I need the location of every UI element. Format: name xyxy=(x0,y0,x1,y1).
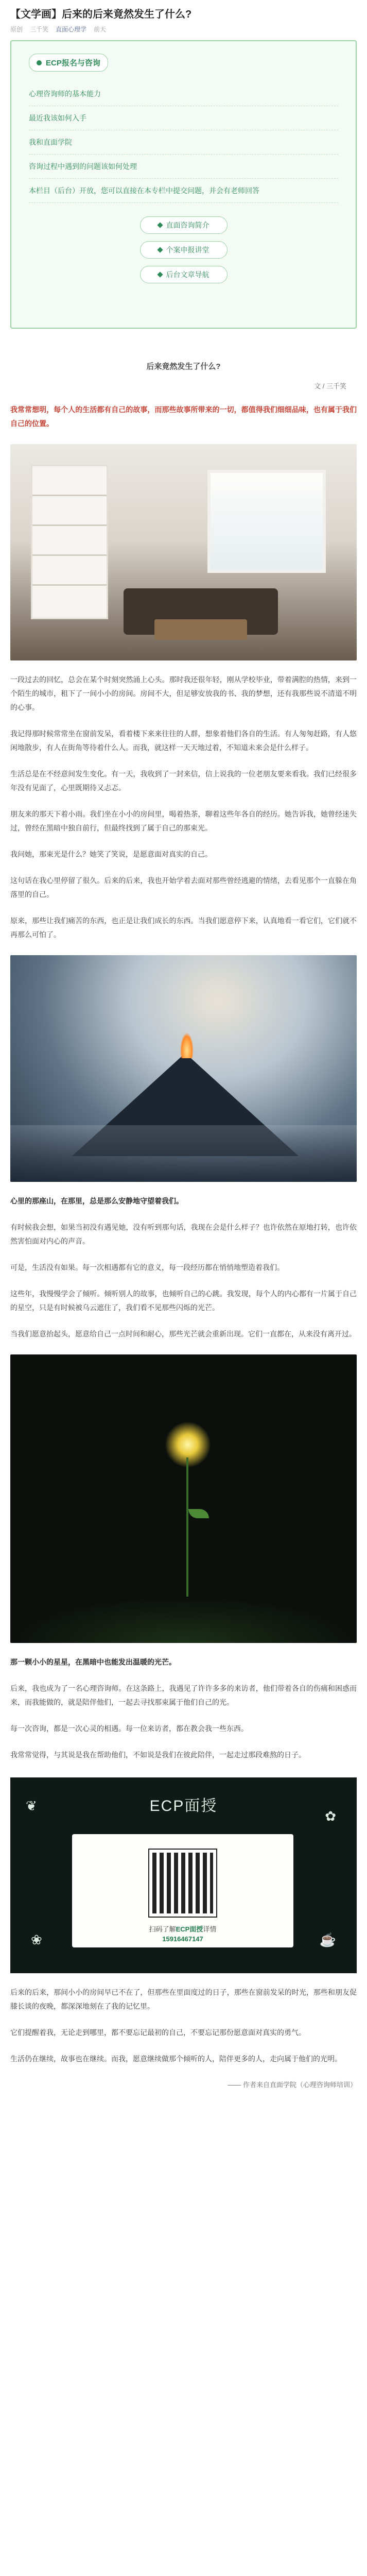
article-subtitle: 后来竟然发生了什么? xyxy=(146,362,221,371)
article-meta xyxy=(10,25,106,33)
paragraph: 我问她，那束光是什么？她笑了笑说，是愿意面对真实的自己。 xyxy=(10,850,212,858)
ecp-promo-card[interactable] xyxy=(10,1777,357,1973)
leaf-icon: ❦ xyxy=(26,1798,37,1814)
diamond-icon xyxy=(157,222,163,228)
quote: 那一颗小小的星星，在黑暗中也能发出温暖的光芒。 xyxy=(10,1658,176,1666)
room-photo xyxy=(10,444,357,660)
ecp-qr-panel xyxy=(72,1834,293,1947)
ground-shape xyxy=(10,1597,357,1643)
button-label: 后台文章导航 xyxy=(166,270,209,279)
original-label: 原创 xyxy=(10,26,23,33)
qr-code-icon[interactable] xyxy=(149,1850,216,1917)
notice-buttons xyxy=(29,216,338,283)
article-nav-button[interactable] xyxy=(140,266,228,283)
paragraph: 原来，那些让我们痛苦的东西，也正是让我们成长的东西。当我们愿意停下来，认真地看一看它们，它们就不再那么可怕了。 xyxy=(10,917,357,939)
ecp-tip-highlight: ECP面授 xyxy=(176,1925,203,1933)
notice-box xyxy=(10,40,357,329)
ecp-phone: 15916467147 xyxy=(162,1935,203,1943)
notice-item[interactable]: 我和直面学院 xyxy=(29,130,338,155)
button-label: 直面咨询简介 xyxy=(166,221,209,229)
notice-item[interactable]: 咨询过程中遇到的问题该如何处理 xyxy=(29,155,338,179)
diamond-icon xyxy=(157,247,163,252)
fire-icon xyxy=(180,1032,194,1058)
flower-icon: ✿ xyxy=(325,1808,336,1824)
plant-icon: ❀ xyxy=(31,1932,42,1947)
notice-item[interactable]: 本栏目（后台）开放，您可以直接在本专栏中提交问题，并会有老师回答 xyxy=(29,179,338,203)
notice-item[interactable]: 最近我该如何入手 xyxy=(29,106,338,130)
button-label: 个案申报讲堂 xyxy=(166,246,209,254)
quote: 心里的那座山，在那里，总是那么安静地守望着我们。 xyxy=(10,1197,183,1205)
paragraph: 每一次咨询，都是一次心灵的相遇。每一位来访者，都在教会我一些东西。 xyxy=(10,1724,248,1733)
stem-shape xyxy=(186,1458,188,1612)
paragraph: 这句话在我心里停留了很久。后来的后来，我也开始学着去面对那些曾经逃避的情绪，去看见那个一直躲在角落里的自己。 xyxy=(10,876,357,899)
window-shape xyxy=(207,470,326,573)
paragraph: 我常常想明，每个人的生活都有自己的故事，而那些故事所带来的一切，都值得我们细细品味，也有属于我们自己的位置。 xyxy=(10,405,357,428)
paragraph: 有时候我会想，如果当初没有遇见她，没有听到那句话，我现在会是什么样子？也许依然在原地打转，也许依然害怕面对内心的声音。 xyxy=(10,1223,357,1245)
table-shape xyxy=(154,619,247,640)
ecp-tip-suffix: 详情 xyxy=(203,1925,217,1933)
paragraph: 朋友来的那天下着小雨。我们坐在小小的房间里，喝着热茶，聊着这些年各自的经历。她告诉我，她曾经迷失过，曾经在黑暗中独自前行，但最终找到了属于自己的那束光。 xyxy=(10,810,357,832)
star-illustration xyxy=(10,1354,357,1643)
bookshelf-shape xyxy=(31,465,108,619)
notice-tag xyxy=(29,54,108,72)
leaf-shape xyxy=(188,1509,209,1518)
paragraph: 我记得那时候常常坐在窗前发呆，看着楼下来来往往的人群，想象着他们各自的生活。有人匆匆赶路，有人悠闲地散步，有人在街角等待着什么人。而我，就这样一天天地过着，不知道未来会是什么样子。 xyxy=(10,730,357,752)
notice-item[interactable]: 心理咨询师的基本能力 xyxy=(29,82,338,106)
cloud-shape xyxy=(10,1125,357,1182)
paragraph: 当我们愿意抬起头，愿意给自己一点时间和耐心，那些光芒就会重新出现。它们一直都在，从来没有离开过。 xyxy=(10,1330,356,1338)
paragraph: 生活总是在不经意间发生变化。有一天，我收到了一封来信，信上说我的一位老朋友要来看我。我们已经很多年没有见面了，心里既期待又忐忑。 xyxy=(10,770,357,792)
notice-list xyxy=(29,82,338,203)
cup-icon: ☕ xyxy=(319,1932,336,1947)
mountain-illustration xyxy=(10,955,357,1182)
paragraph: 它们提醒着我，无论走到哪里，都不要忘记最初的自己，不要忘记那份愿意面对真实的勇气。 xyxy=(10,2028,306,2037)
paragraph: 后来，我也成为了一名心理咨询师。在这条路上，我遇见了许许多多的来访者，他们带着各自的伤痛和困惑而来，而我能做的，就是陪伴他们，一起去寻找那束属于他们自己的光。 xyxy=(10,1684,357,1706)
author-name: 三千笑 xyxy=(30,26,49,33)
ecp-tip-prefix: 扫码了解 xyxy=(149,1925,176,1933)
paragraph: 生活仍在继续，故事也在继续。而我，愿意继续做那个倾听的人，陪伴更多的人，走向属于他们的光明。 xyxy=(10,2055,342,2063)
paragraph: 一段过去的回忆，总会在某个时刻突然涌上心头。那时我还很年轻，刚从学校毕业，带着满腔的热情，来到一个陌生的城市，租下了一间小小的房间。房间不大，但足够安放我的书、我的梦想，还有我那些说不清道不明的心事。 xyxy=(10,675,357,711)
signature: —— 作者来自直面学院（心理咨询师培训） xyxy=(228,2081,357,2089)
paragraph: 我常常觉得，与其说是我在帮助他们，不如说是我们在彼此陪伴，一起走过那段难熬的日子。 xyxy=(10,1751,306,1759)
dot-icon xyxy=(37,60,42,65)
notice-tag-label: ECP报名与咨询 xyxy=(46,59,100,67)
byline: 文 / 三千笑 xyxy=(314,382,346,390)
paragraph: 后来的后来，那间小小的房间早已不在了，但那些在里面度过的日子，那些在窗前发呆的时光，那些和朋友促膝长谈的夜晚，都深深地刻在了我的记忆里。 xyxy=(10,1988,357,2010)
ecp-title: ECP面授 xyxy=(149,1798,218,1815)
account-link[interactable]: 直面心理学 xyxy=(56,26,87,33)
ecp-tip xyxy=(72,1924,293,1934)
article-content xyxy=(10,340,357,2089)
diamond-icon xyxy=(157,272,163,277)
article-title: 【文学画】后来的后来竟然发生了什么? xyxy=(10,9,192,20)
case-lecture-button[interactable] xyxy=(140,241,228,259)
consult-intro-button[interactable] xyxy=(140,216,228,234)
paragraph: 这些年，我慢慢学会了倾听。倾听别人的故事，也倾听自己的心跳。我发现，每个人的内心都有一片属于自己的星空，只是有时候被乌云遮住了，我们看不见那些闪烁的光芒。 xyxy=(10,1290,357,1312)
paragraph: 可是，生活没有如果。每一次相遇都有它的意义，每一段经历都在悄悄地塑造着我们。 xyxy=(10,1263,284,1272)
publish-date: 前天 xyxy=(94,26,107,33)
